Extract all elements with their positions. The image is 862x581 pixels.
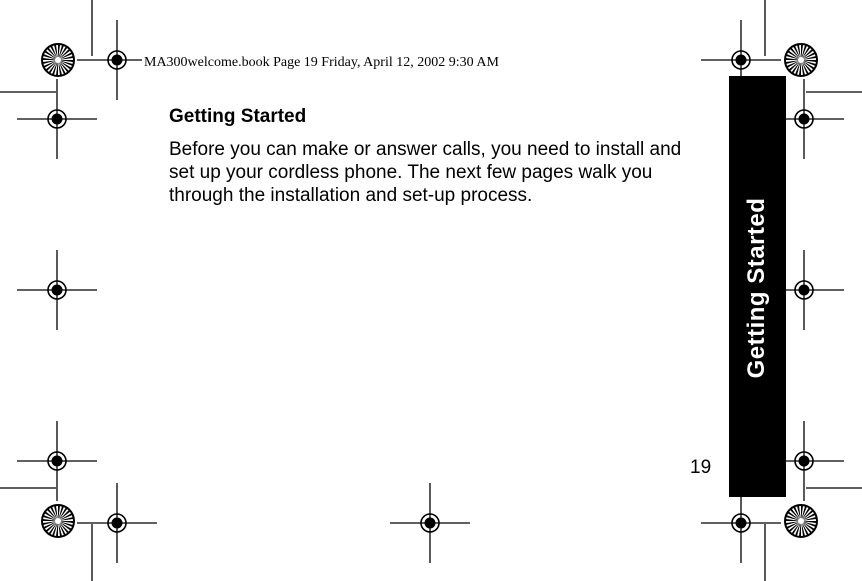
print-header-line: MA300welcome.book Page 19 Friday, April 12, 2002 9:30 AM bbox=[144, 55, 499, 70]
starburst-icon bbox=[785, 44, 817, 76]
starburst-icon bbox=[42, 44, 74, 76]
page-number: 19 bbox=[690, 457, 712, 478]
crosshair-icon bbox=[17, 421, 97, 501]
crosshair-icon bbox=[17, 250, 97, 330]
section-heading: Getting Started bbox=[169, 106, 307, 127]
starburst-icon bbox=[785, 505, 817, 537]
crosshair-icon bbox=[17, 79, 97, 159]
starburst-icon bbox=[42, 505, 74, 537]
crosshair-icon bbox=[77, 483, 157, 563]
crosshair-icon bbox=[390, 483, 470, 563]
side-tab-label: Getting Started bbox=[743, 197, 770, 379]
section-body-text: Before you can make or answer calls, you need to install and set up your cordless phone. The next few pages walk you through the installation and set-up process. bbox=[169, 139, 682, 206]
